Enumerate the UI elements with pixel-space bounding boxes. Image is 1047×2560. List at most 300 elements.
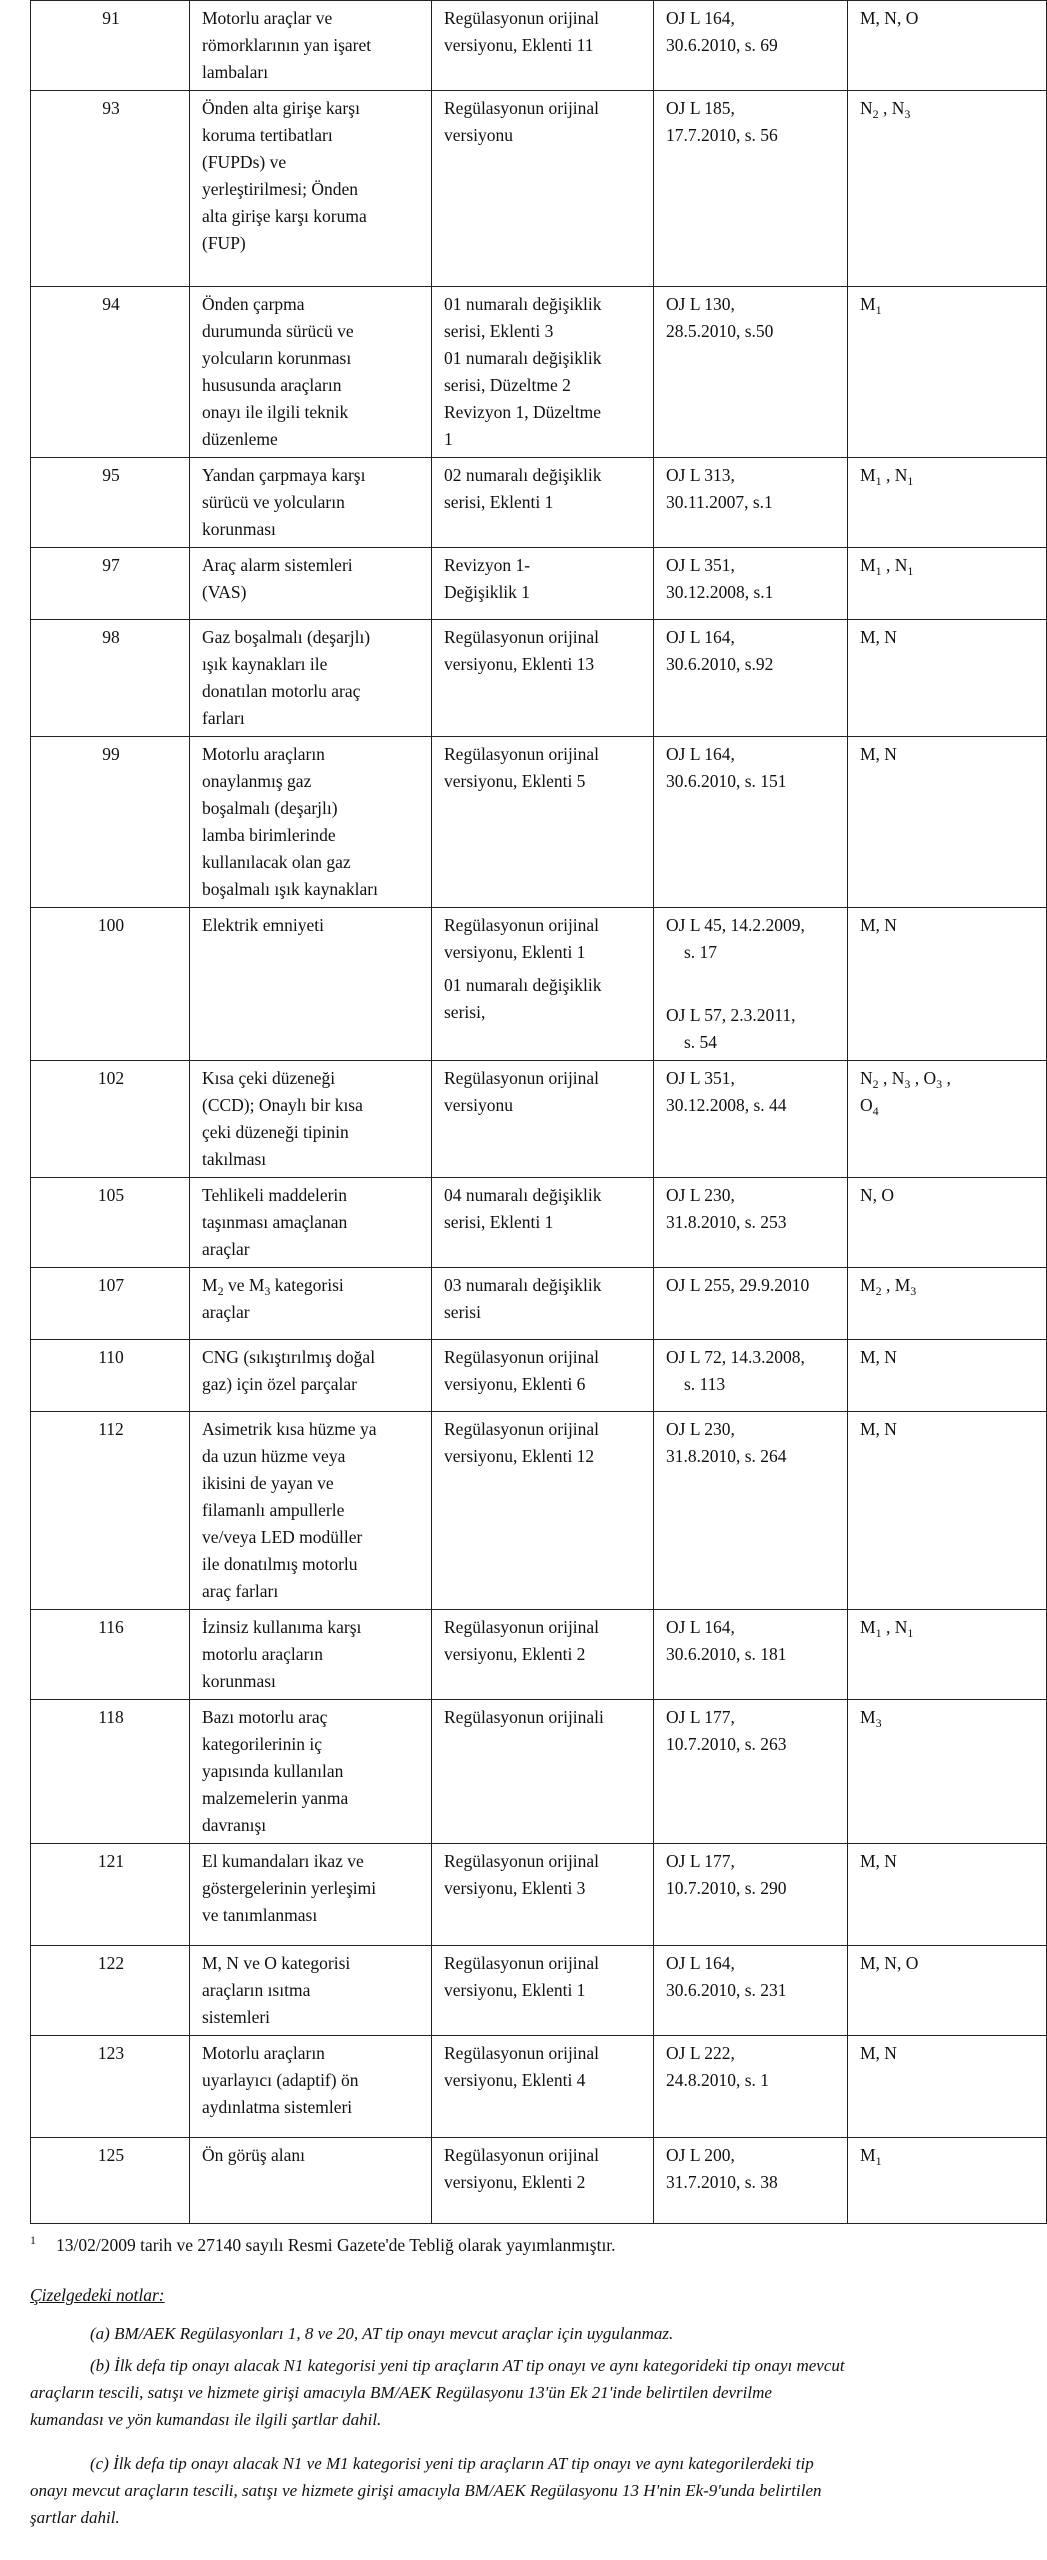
regulation-number-cell	[31, 548, 190, 620]
subject-line: kullanılacak olan gaz	[202, 852, 351, 872]
table-row	[31, 1340, 1047, 1412]
subject-line: Yandan çarpmaya karşı	[202, 465, 366, 485]
regulation-number: 110	[98, 1347, 124, 1367]
vehicle-category: M, N	[860, 744, 897, 764]
subject-cell	[190, 1061, 432, 1178]
table-row	[31, 908, 1047, 1061]
vehicle-category-subscript: 4	[872, 1104, 879, 1118]
oj-reference-cell	[654, 2138, 848, 2224]
oj-reference-line: OJ L 164,	[666, 8, 735, 28]
subject-line: Bazı motorlu araç	[202, 1707, 328, 1727]
regulation-table	[30, 0, 1047, 2224]
subject-line: Motorlu araçlar ve	[202, 8, 333, 28]
regulation-number-cell	[31, 620, 190, 737]
series-line: versiyonu, Eklenti 11	[444, 35, 594, 55]
table-body	[31, 1, 1047, 2224]
series-line: Regülasyonun orijinal	[444, 1347, 600, 1367]
oj-reference-line: OJ L 164,	[666, 1953, 735, 1973]
table-row	[31, 2138, 1047, 2224]
subject-line: yapısında kullanılan	[202, 1761, 344, 1781]
subject-cell	[190, 908, 432, 1061]
regulation-number: 105	[97, 1185, 125, 1205]
series-line: versiyonu, Eklenti 12	[444, 1446, 595, 1466]
regulation-number-cell	[31, 737, 190, 908]
regulation-number: 99	[102, 744, 120, 764]
vehicle-category	[860, 95, 1036, 122]
vehicle-category-cell	[848, 548, 1047, 620]
vehicle-category-subscript: 1	[875, 474, 882, 488]
subject-line: El kumandaları ikaz ve	[202, 1851, 364, 1871]
oj-reference-cell	[654, 1340, 848, 1412]
series-cell	[432, 1178, 654, 1268]
subject-cell	[190, 1268, 432, 1340]
vehicle-category-text: , M	[881, 1275, 911, 1295]
regulation-number-cell	[31, 1340, 190, 1412]
subject-line: boşalmalı (deşarjlı)	[202, 798, 338, 818]
regulation-number-cell	[31, 91, 190, 287]
subject-cell	[190, 1700, 432, 1844]
vehicle-category-cell	[848, 737, 1047, 908]
vehicle-category-cell	[848, 1844, 1047, 1946]
subject-line: filamanlı ampullerle	[202, 1500, 345, 1520]
series-line: 01 numaralı değişiklik	[444, 975, 602, 995]
series-cell	[432, 2138, 654, 2224]
subject-line: CNG (sıkıştırılmış doğal	[202, 1347, 376, 1367]
table-row	[31, 1412, 1047, 1610]
oj-reference-cell	[654, 91, 848, 287]
regulation-number: 97	[102, 555, 120, 575]
vehicle-category: M, N, O	[860, 1953, 919, 1973]
subject-line: Gaz boşalmalı (deşarjlı)	[202, 627, 371, 647]
subject-line: Elektrik emniyeti	[202, 915, 324, 935]
vehicle-category-text: M	[860, 555, 876, 575]
series-line: 1	[444, 429, 453, 449]
note-a	[30, 2320, 1046, 2347]
subject-line: (CCD); Onaylı bir kısa	[202, 1095, 363, 1115]
vehicle-category-subscript: 1	[875, 1626, 882, 1640]
series-line: 03 numaralı değişiklik	[444, 1275, 602, 1295]
subject-line: (FUPDs) ve	[202, 152, 287, 172]
regulation-number-cell	[31, 1700, 190, 1844]
oj-reference-line: OJ L 164,	[666, 1617, 735, 1637]
series-cell	[432, 1412, 654, 1610]
oj-reference-line: 30.6.2010, s.92	[666, 654, 774, 674]
regulation-number: 100	[97, 915, 125, 935]
oj-reference-cell	[654, 1178, 848, 1268]
note-b-line1: (b) İlk defa tip onayı alacak N1 kategorisi yeni tip araçların AT tip onayı ve aynı kategorideki tip onayı mevcut	[90, 2356, 845, 2375]
subject-cell	[190, 1610, 432, 1700]
vehicle-category-subscript: 3	[936, 1077, 943, 1091]
series-cell	[432, 737, 654, 908]
vehicle-category-subscript: 3	[910, 1284, 917, 1298]
series-line: versiyonu, Eklenti 1	[444, 942, 586, 962]
regulation-number: 116	[98, 1617, 124, 1637]
oj-reference-line: OJ L 351,	[666, 1068, 735, 1088]
subject-line: korunması	[202, 519, 276, 539]
vehicle-category	[860, 1272, 1036, 1299]
vehicle-category-cell	[848, 1268, 1047, 1340]
subject-line: Asimetrik kısa hüzme ya	[202, 1419, 377, 1439]
subject-cell	[190, 620, 432, 737]
vehicle-category-text: , N	[881, 555, 908, 575]
subject-line: Önden çarpma	[202, 294, 305, 314]
oj-reference-line: OJ L 45, 14.2.2009,	[666, 915, 805, 935]
subject-line: ikisini de yayan ve	[202, 1473, 334, 1493]
subject-line: farları	[202, 708, 245, 728]
subject-line: durumunda sürücü ve	[202, 321, 354, 341]
series-line: Regülasyonun orijinal	[444, 1419, 600, 1439]
vehicle-category-cell	[848, 1610, 1047, 1700]
oj-reference-line: OJ L 177,	[666, 1851, 735, 1871]
vehicle-category-subscript: 1	[875, 564, 882, 578]
vehicle-category-text: M	[860, 2145, 876, 2165]
vehicle-category-cell	[848, 1340, 1047, 1412]
regulation-number: 98	[102, 627, 120, 647]
oj-reference-cell	[654, 1610, 848, 1700]
series-line: Revizyon 1-	[444, 555, 531, 575]
table-row	[31, 91, 1047, 287]
subject-line: ve/veya LED modüller	[202, 1527, 363, 1547]
regulation-number: 122	[97, 1953, 125, 1973]
subject-line: ile donatılmış motorlu	[202, 1554, 358, 1574]
subject-line: da uzun hüzme veya	[202, 1446, 346, 1466]
series-line: versiyonu, Eklenti 2	[444, 2172, 586, 2192]
oj-reference-line: OJ L 230,	[666, 1419, 735, 1439]
oj-reference-line: OJ L 57, 2.3.2011,	[666, 1005, 796, 1025]
oj-reference-line: 17.7.2010, s. 56	[666, 125, 778, 145]
note-b-line2: araçların tescili, satışı ve hizmete girişi amacıyla BM/AEK Regülasyonu 13'ün Ek 21'inde belirtilen devrilme	[30, 2383, 772, 2402]
regulation-number: 107	[97, 1275, 125, 1295]
series-line: versiyonu, Eklenti 6	[444, 1374, 586, 1394]
table-row	[31, 1, 1047, 91]
subject-line: ışık kaynakları ile	[202, 654, 328, 674]
table-row	[31, 548, 1047, 620]
regulation-number: 94	[102, 294, 120, 314]
series-line: Değişiklik 1	[444, 582, 531, 602]
oj-reference-line: OJ L 351,	[666, 555, 735, 575]
subject-cell	[190, 91, 432, 287]
vehicle-category-text: N	[860, 1068, 873, 1088]
subject-cell	[190, 1412, 432, 1610]
subject-line: alta girişe karşı koruma	[202, 206, 367, 226]
vehicle-category-text: M	[860, 1275, 876, 1295]
oj-reference-cell	[654, 548, 848, 620]
series-line: versiyonu, Eklenti 13	[444, 654, 595, 674]
vehicle-category-text: , O	[910, 1068, 937, 1088]
oj-reference-line: OJ L 164,	[666, 744, 735, 764]
subject-line: çeki düzeneği tipinin	[202, 1122, 349, 1142]
subject-cell	[190, 1946, 432, 2036]
subject-line: Tehlikeli maddelerin	[202, 1185, 348, 1205]
oj-reference-line: 30.6.2010, s. 181	[666, 1644, 787, 1664]
series-cell	[432, 1946, 654, 2036]
oj-reference-line: OJ L 164,	[666, 627, 735, 647]
series-line: 02 numaralı değişiklik	[444, 465, 602, 485]
regulation-number: 91	[102, 8, 120, 28]
regulation-number: 121	[97, 1851, 125, 1871]
subject-line: Ön görüş alanı	[202, 2145, 306, 2165]
series-cell	[432, 287, 654, 458]
series-line: 04 numaralı değişiklik	[444, 1185, 602, 1205]
vehicle-category-cell	[848, 287, 1047, 458]
oj-reference-cell	[654, 1946, 848, 2036]
vehicle-category-text: , N	[881, 465, 908, 485]
vehicle-category-subscript: 1	[907, 1626, 914, 1640]
oj-reference-line: 28.5.2010, s.50	[666, 321, 774, 341]
vehicle-category-cell	[848, 908, 1047, 1061]
note-c	[30, 2450, 1046, 2531]
oj-reference-line: 30.12.2008, s.1	[666, 582, 774, 602]
subject-line: (FUP)	[202, 233, 246, 253]
subject-cell	[190, 2138, 432, 2224]
subject-cell	[190, 1178, 432, 1268]
subject-line: koruma tertibatları	[202, 125, 333, 145]
oj-reference-line: s. 113	[684, 1374, 726, 1394]
note-c-line3: şartlar dahil.	[30, 2508, 120, 2527]
oj-reference-cell	[654, 737, 848, 908]
oj-reference-cell	[654, 2036, 848, 2138]
vehicle-category-text: M	[860, 1707, 876, 1727]
subject-line: donatılan motorlu araç	[202, 681, 361, 701]
series-line: serisi	[444, 1302, 481, 1322]
series-line: serisi,	[444, 1002, 486, 1022]
series-line: Regülasyonun orijinali	[444, 1707, 604, 1727]
subject-line: (VAS)	[202, 582, 247, 602]
subject-cell	[190, 1, 432, 91]
vehicle-category-text: N	[860, 98, 873, 118]
vehicle-category: M, N	[860, 627, 897, 647]
vehicle-category-subscript: 1	[907, 564, 914, 578]
oj-reference-line: OJ L 313,	[666, 465, 735, 485]
subject-line: lambaları	[202, 62, 269, 82]
series-line: serisi, Eklenti 3	[444, 321, 554, 341]
series-line: versiyonu, Eklenti 4	[444, 2070, 586, 2090]
subject-line: araçlar	[202, 1239, 250, 1259]
vehicle-category-text: M	[860, 465, 876, 485]
subject-cell	[190, 287, 432, 458]
subject-line: onayı ile ilgili teknik	[202, 402, 349, 422]
subject-line: gaz) için özel parçalar	[202, 1374, 357, 1394]
series-line: Regülasyonun orijinal	[444, 2043, 600, 2063]
subject-line: Motorlu araçların	[202, 744, 325, 764]
vehicle-category-subscript: 1	[907, 474, 914, 488]
series-line: versiyonu, Eklenti 2	[444, 1644, 586, 1664]
vehicle-category-subscript: 3	[904, 1077, 911, 1091]
oj-reference-line: s. 17	[684, 942, 718, 962]
oj-reference-line: 10.7.2010, s. 263	[666, 1734, 787, 1754]
vehicle-category	[860, 1704, 1036, 1731]
oj-reference-line: OJ L 230,	[666, 1185, 735, 1205]
series-cell	[432, 1340, 654, 1412]
oj-reference-line: 31.7.2010, s. 38	[666, 2172, 778, 2192]
vehicle-category: M, N	[860, 915, 897, 935]
vehicle-category-subscript: 2	[872, 107, 879, 121]
note-b	[30, 2352, 1046, 2433]
oj-reference-cell	[654, 1700, 848, 1844]
subject-line: korunması	[202, 1671, 276, 1691]
series-line: Regülasyonun orijinal	[444, 2145, 600, 2165]
series-line: serisi, Düzeltme 2	[444, 375, 571, 395]
regulation-number-cell	[31, 1, 190, 91]
series-line: Regülasyonun orijinal	[444, 915, 600, 935]
series-line: versiyonu	[444, 1095, 514, 1115]
series-cell	[432, 620, 654, 737]
regulation-number: 112	[98, 1419, 124, 1439]
vehicle-category-cell	[848, 2036, 1047, 2138]
oj-reference-cell	[654, 458, 848, 548]
series-cell	[432, 1700, 654, 1844]
series-line: Regülasyonun orijinal	[444, 8, 600, 28]
oj-reference-line: 24.8.2010, s. 1	[666, 2070, 770, 2090]
oj-reference-line: OJ L 185,	[666, 98, 735, 118]
subject-line: araçların ısıtma	[202, 1980, 311, 2000]
vehicle-category-text: , N	[881, 1617, 908, 1637]
regulation-number-cell	[31, 287, 190, 458]
vehicle-category	[860, 462, 1036, 489]
series-cell	[432, 91, 654, 287]
series-line: 01 numaralı değişiklik	[444, 294, 602, 314]
vehicle-category-cell	[848, 1412, 1047, 1610]
vehicle-category-cell	[848, 1061, 1047, 1178]
vehicle-category-text: O	[860, 1095, 873, 1115]
subject-line: Araç alarm sistemleri	[202, 555, 353, 575]
subject-cell	[190, 737, 432, 908]
note-c-line1: (c) İlk defa tip onayı alacak N1 ve M1 kategorisi yeni tip araçların AT tip onayı ve aynı kategorilerdeki tip	[90, 2454, 814, 2473]
subject-line: düzenleme	[202, 429, 278, 449]
vehicle-category-subscript: 3	[904, 107, 911, 121]
subject-line-text: M	[202, 1275, 218, 1295]
notes-title: Çizelgedeki notlar:	[30, 2285, 165, 2305]
series-cell	[432, 548, 654, 620]
oj-reference-line: 30.11.2007, s.1	[666, 492, 773, 512]
vehicle-category-cell	[848, 1946, 1047, 2036]
subject-line-text: kategorisi	[270, 1275, 344, 1295]
regulation-number: 123	[97, 2043, 125, 2063]
regulation-number-cell	[31, 2036, 190, 2138]
subject-cell	[190, 1844, 432, 1946]
series-line: versiyonu	[444, 125, 514, 145]
series-line: versiyonu, Eklenti 1	[444, 1980, 586, 2000]
vehicle-category-subscript: 3	[875, 1716, 882, 1730]
table-row	[31, 1700, 1047, 1844]
note-b-line3: kumandası ve yön kumandası ile ilgili şartlar dahil.	[30, 2410, 382, 2429]
subject-line	[202, 1272, 421, 1299]
series-line: Regülasyonun orijinal	[444, 1953, 600, 1973]
subject-cell	[190, 458, 432, 548]
oj-reference-cell	[654, 1061, 848, 1178]
regulation-number-cell	[31, 1412, 190, 1610]
regulation-number: 93	[102, 98, 120, 118]
regulation-number-cell	[31, 2138, 190, 2224]
vehicle-category	[860, 1092, 1036, 1119]
regulation-number-cell	[31, 458, 190, 548]
table-row	[31, 1946, 1047, 2036]
series-line: serisi, Eklenti 1	[444, 1212, 554, 1232]
subject-cell	[190, 2036, 432, 2138]
oj-reference-line: OJ L 222,	[666, 2043, 735, 2063]
vehicle-category	[860, 1614, 1036, 1641]
subject-line: araç farları	[202, 1581, 279, 1601]
note-a-text: (a) BM/AEK Regülasyonları 1, 8 ve 20, AT tip onayı mevcut araçlar için uygulanmaz.	[90, 2324, 674, 2343]
footnote-text: 13/02/2009 tarih ve 27140 sayılı Resmi Gazete'de Tebliğ olarak yayımlanmıştır.	[56, 2235, 616, 2255]
vehicle-category-cell	[848, 1178, 1047, 1268]
subject-line: göstergelerinin yerleşimi	[202, 1878, 377, 1898]
subject-line-subscript: 2	[217, 1284, 224, 1298]
vehicle-category-subscript: 2	[875, 1284, 882, 1298]
oj-reference-line: OJ L 200,	[666, 2145, 735, 2165]
table-row	[31, 737, 1047, 908]
vehicle-category	[860, 1065, 1036, 1092]
oj-reference-line: OJ L 255, 29.9.2010	[666, 1275, 810, 1295]
subject-line: uyarlayıcı (adaptif) ön	[202, 2070, 359, 2090]
subject-cell	[190, 548, 432, 620]
table-row	[31, 1061, 1047, 1178]
series-line: Regülasyonun orijinal	[444, 1068, 600, 1088]
series-cell	[432, 458, 654, 548]
vehicle-category-cell	[848, 458, 1047, 548]
vehicle-category: M, N	[860, 1419, 897, 1439]
vehicle-category-text: M	[860, 1617, 876, 1637]
vehicle-category	[860, 291, 1036, 318]
oj-reference-cell	[654, 908, 848, 1061]
subject-line: sürücü ve yolcuların	[202, 492, 345, 512]
vehicle-category: M, N	[860, 1851, 897, 1871]
vehicle-category: N, O	[860, 1185, 895, 1205]
subject-line: boşalmalı ışık kaynakları	[202, 879, 378, 899]
oj-reference-line: OJ L 130,	[666, 294, 735, 314]
vehicle-category-subscript: 1	[875, 2154, 882, 2168]
regulation-number: 102	[97, 1068, 125, 1088]
oj-reference-cell	[654, 1412, 848, 1610]
regulation-number: 95	[102, 465, 120, 485]
oj-reference-line: 31.8.2010, s. 264	[666, 1446, 787, 1466]
subject-line: araçlar	[202, 1302, 250, 1322]
series-line: Regülasyonun orijinal	[444, 1617, 600, 1637]
vehicle-category: M, N	[860, 2043, 897, 2063]
series-cell	[432, 1061, 654, 1178]
vehicle-category-text: , N	[878, 98, 905, 118]
oj-reference-line: 30.6.2010, s. 69	[666, 35, 778, 55]
subject-line: yolcuların korunması	[202, 348, 352, 368]
oj-reference-cell	[654, 1268, 848, 1340]
subject-line: davranışı	[202, 1815, 267, 1835]
table-row	[31, 2036, 1047, 2138]
series-line: Regülasyonun orijinal	[444, 1851, 600, 1871]
oj-reference-cell	[654, 287, 848, 458]
subject-line: malzemelerin yanma	[202, 1788, 349, 1808]
vehicle-category-subscript: 1	[875, 303, 882, 317]
regulation-number: 118	[98, 1707, 124, 1727]
regulation-number-cell	[31, 1946, 190, 2036]
subject-line: İzinsiz kullanıma karşı	[202, 1617, 362, 1637]
table-row	[31, 1844, 1047, 1946]
subject-line: motorlu araçların	[202, 1644, 323, 1664]
series-line: Regülasyonun orijinal	[444, 98, 600, 118]
table-row	[31, 1268, 1047, 1340]
subject-line-subscript: 3	[264, 1284, 271, 1298]
subject-line: takılması	[202, 1149, 267, 1169]
subject-line: M, N ve O kategorisi	[202, 1953, 351, 1973]
table-row	[31, 287, 1047, 458]
series-cell	[432, 1, 654, 91]
subject-line: hususunda araçların	[202, 375, 342, 395]
table-row	[31, 620, 1047, 737]
subject-line: römorklarının yan işaret	[202, 35, 372, 55]
subject-line: kategorilerinin iç	[202, 1734, 323, 1754]
series-line: Regülasyonun orijinal	[444, 744, 600, 764]
oj-reference-line: 30.12.2008, s. 44	[666, 1095, 787, 1115]
oj-reference-cell	[654, 1844, 848, 1946]
